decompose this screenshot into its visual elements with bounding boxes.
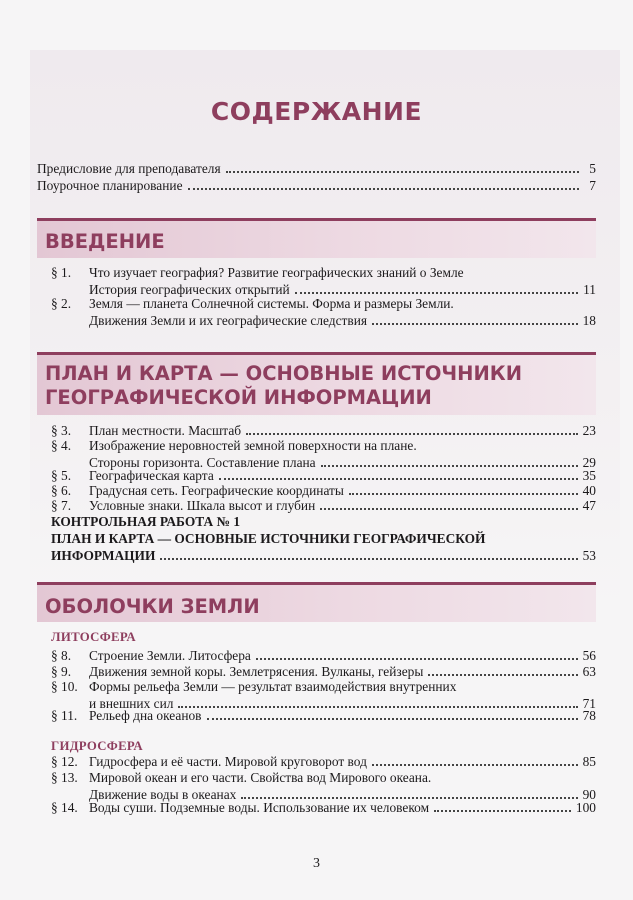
toc-entry-7[interactable] — [51, 497, 596, 514]
entry-number: § 12. — [51, 754, 78, 769]
entry-page: 53 — [582, 548, 596, 563]
entry-number: § 5. — [51, 468, 72, 483]
entry-text: Воды суши. Подземные воды. Использование их человеком — [89, 800, 430, 815]
entry-text-cont: Движения Земли и их географические следствия — [89, 313, 368, 328]
toc-entry-8[interactable] — [51, 647, 596, 664]
entry-text: Мировой океан и его части. Свойства вод Мирового океана. — [89, 770, 432, 785]
section-title: ОБОЛОЧКИ ЗЕМЛИ — [45, 595, 260, 618]
toc-entry-14[interactable] — [51, 799, 596, 816]
entry-number: § 3. — [51, 423, 72, 438]
section-header-shells — [37, 582, 596, 622]
entry-text: Формы рельефа Земли — результат взаимодействия внутренних — [89, 679, 457, 694]
entry-text-cont: История географических открытий — [89, 282, 290, 297]
entry-page: 56 — [582, 648, 596, 663]
entry-number: § 4. — [51, 438, 72, 453]
entry-text: Предисловие для преподавателя — [37, 161, 221, 176]
test-subtitle: ПЛАН И КАРТА — ОСНОВНЫЕ ИСТОЧНИКИ ГЕОГРАФИЧЕСКОЙ — [51, 531, 486, 546]
entry-page: 18 — [582, 313, 596, 328]
entry-page: 7 — [589, 178, 596, 193]
toc-entry-2[interactable] — [51, 295, 596, 329]
entry-text: Движения земной коры. Землетрясения. Вулканы, гейзеры — [89, 664, 424, 679]
entry-text: Рельеф дна океанов — [89, 708, 202, 723]
test-title: КОНТРОЛЬНАЯ РАБОТА № 1 — [51, 514, 241, 529]
section-title: ВВЕДЕНИЕ — [45, 230, 165, 253]
subsection-hydrosphere: ГИДРОСФЕРА — [51, 739, 143, 753]
page-number: 3 — [313, 856, 320, 871]
entry-number: § 2. — [51, 296, 72, 311]
entry-text-cont: Стороны горизонта. Составление плана — [89, 455, 316, 470]
entry-text: Гидросфера и её части. Мировой круговорот вод — [89, 754, 367, 769]
toc-entry-11[interactable] — [51, 707, 596, 724]
entry-page: 90 — [582, 787, 596, 802]
entry-number: § 6. — [51, 483, 72, 498]
section-header-intro — [37, 218, 596, 258]
entry-text: Земля — планета Солнечной системы. Форма и размеры Земли. — [89, 296, 454, 311]
subsection-lithosphere: ЛИТОСФЕРА — [51, 630, 136, 644]
section-header-maps — [37, 352, 596, 415]
entry-page: 63 — [582, 664, 596, 679]
entry-text: План местности. Масштаб — [89, 423, 242, 438]
toc-entry-1[interactable] — [51, 264, 596, 298]
entry-page: 47 — [582, 498, 596, 513]
toc-entry-4[interactable] — [51, 437, 596, 471]
section-title-line1: ПЛАН И КАРТА — ОСНОВНЫЕ ИСТОЧНИКИ — [45, 362, 523, 385]
entry-number: § 10. — [51, 679, 78, 694]
entry-text: Географическая карта — [89, 468, 214, 483]
toc-entry-preface[interactable] — [37, 160, 596, 177]
entry-page: 78 — [582, 708, 596, 723]
toc-entry-planning[interactable] — [37, 177, 596, 194]
toc-entry-12[interactable] — [51, 753, 596, 770]
entry-text: Строение Земли. Литосфера — [89, 648, 251, 663]
entry-text: Изображение неровностей земной поверхности на плане. — [89, 438, 417, 453]
entry-number: § 14. — [51, 800, 78, 815]
entry-text: Условные знаки. Шкала высот и глубин — [89, 498, 316, 513]
entry-page: 11 — [583, 282, 596, 297]
toc-entry-test-1[interactable] — [51, 513, 596, 564]
entry-page: 71 — [582, 696, 596, 711]
entry-number: § 7. — [51, 498, 72, 513]
entry-page: 29 — [582, 455, 596, 470]
entry-text-cont: Движение воды в океанах — [89, 787, 237, 802]
section-title-line2: ГЕОГРАФИЧЕСКОЙ ИНФОРМАЦИИ — [45, 386, 432, 409]
entry-text: Градусная сеть. Географические координаты — [89, 483, 344, 498]
entry-number: § 9. — [51, 664, 72, 679]
test-subtitle-cont: ИНФОРМАЦИИ — [51, 548, 156, 563]
entry-page: 100 — [575, 800, 596, 815]
entry-number: § 11. — [51, 708, 78, 723]
entry-text-cont: и внешних сил — [89, 696, 174, 711]
entry-page: 85 — [582, 754, 596, 769]
entry-page: 5 — [589, 161, 596, 176]
toc-entry-13[interactable] — [51, 769, 596, 803]
entry-page: 40 — [582, 483, 596, 498]
entry-page: 23 — [582, 423, 596, 438]
entry-page: 35 — [582, 468, 596, 483]
entry-text: Поурочное планирование — [37, 178, 183, 193]
entry-number: § 8. — [51, 648, 72, 663]
entry-number: § 13. — [51, 770, 78, 785]
entry-number: § 1. — [51, 265, 72, 280]
entry-text: Что изучает география? Развитие географических знаний о Земле — [89, 265, 464, 280]
page-title: СОДЕРЖАНИЕ — [210, 97, 423, 126]
